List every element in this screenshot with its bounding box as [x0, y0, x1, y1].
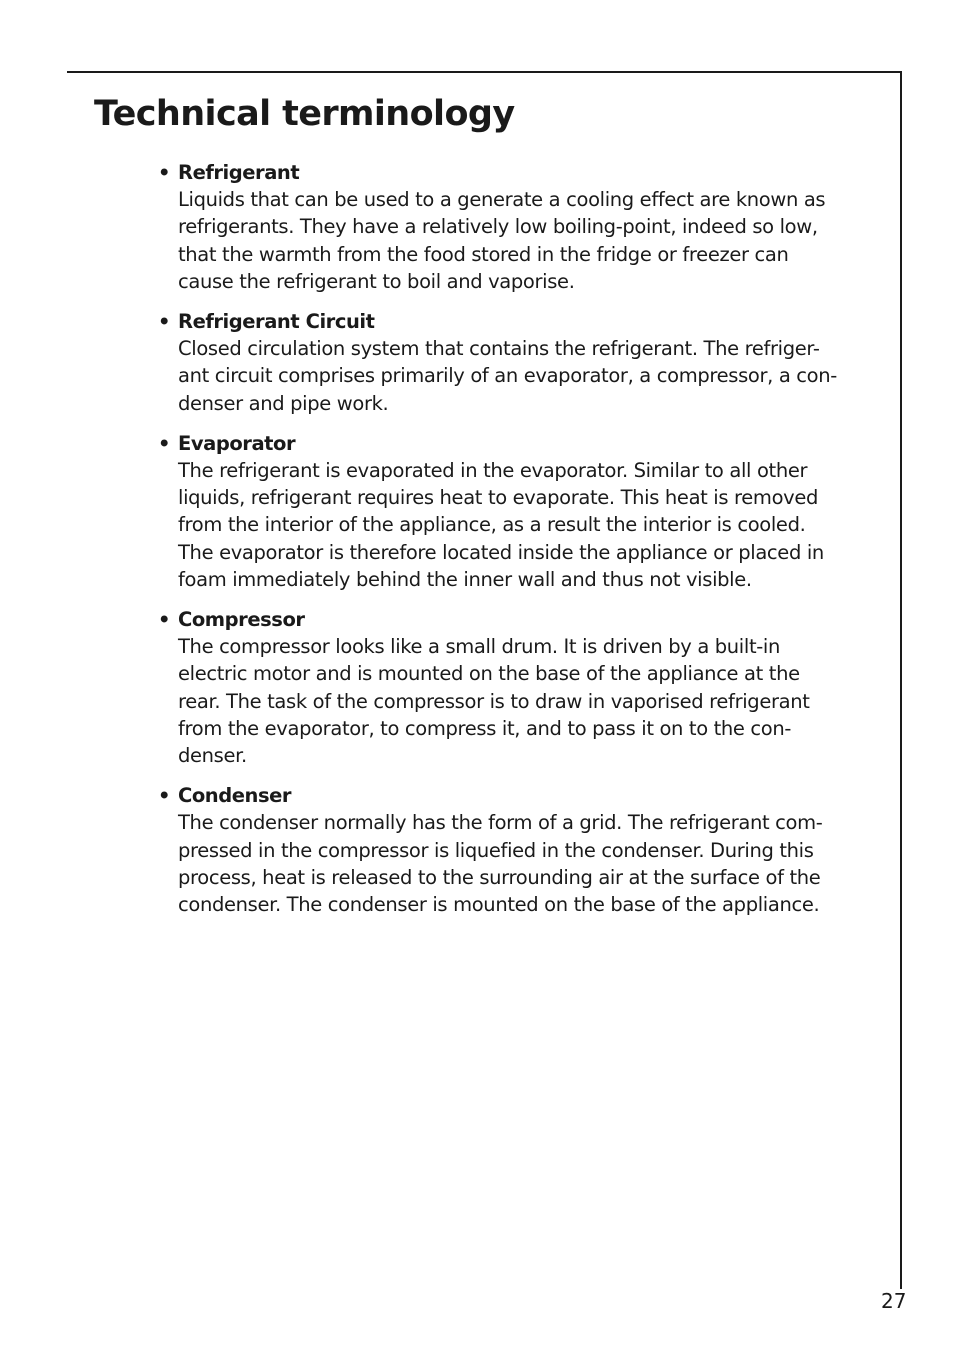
- bullet: •: [158, 310, 171, 334]
- term-description-line: Closed circulation system that contains the refrigerant. The refriger-: [178, 337, 820, 361]
- page-title: Technical terminology: [94, 94, 515, 134]
- term-description-line: electric motor and is mounted on the base of the appliance at the: [178, 662, 800, 686]
- bullet: •: [158, 161, 171, 184]
- term-compressor: [157, 606, 892, 769]
- bullet: •: [158, 784, 171, 808]
- term-name: Refrigerant: [178, 161, 300, 184]
- term-name: Compressor: [178, 608, 305, 632]
- term-name: Condenser: [178, 784, 292, 808]
- term-description-line: Liquids that can be used to a generate a cooling effect are known as: [178, 188, 826, 212]
- term-condenser: [157, 782, 892, 918]
- term-description-line: denser and pipe work.: [178, 391, 389, 415]
- term-name: Refrigerant Circuit: [178, 310, 375, 334]
- term-description-line: from the interior of the appliance, as a result the interior is cooled.: [178, 513, 806, 537]
- term-description-line: refrigerants. They have a relatively low boiling-point, indeed so low,: [178, 215, 818, 239]
- page-number: 27: [881, 1289, 907, 1313]
- term-description-line: denser.: [178, 744, 247, 768]
- term-description-line: condenser. The condenser is mounted on the base of the appliance.: [178, 893, 820, 917]
- term-description-line: foam immediately behind the inner wall and thus not visible.: [178, 567, 752, 591]
- term-description-line: ant circuit comprises primarily of an evaporator, a compressor, a con-: [178, 364, 837, 388]
- term-description-line: liquids, refrigerant requires heat to evaporate. This heat is removed: [178, 486, 819, 510]
- term-name: Evaporator: [178, 431, 296, 455]
- bullet: •: [158, 608, 171, 632]
- top-rule: [67, 71, 902, 73]
- term-description-line: from the evaporator, to compress it, and to pass it on to the con-: [178, 716, 792, 740]
- term-description-line: process, heat is released to the surrounding air at the surface of the: [178, 865, 821, 889]
- bullet: •: [158, 431, 171, 455]
- term-description-line: The compressor looks like a small drum. It is driven by a built-in: [178, 635, 781, 659]
- term-description-line: The evaporator is therefore located inside the appliance or placed in: [178, 540, 824, 564]
- term-description-line: cause the refrigerant to boil and vaporise.: [178, 269, 575, 293]
- terminology-list: [157, 159, 892, 931]
- term-description-line: The refrigerant is evaporated in the evaporator. Similar to all other: [178, 459, 808, 483]
- term-description-line: pressed in the compressor is liquefied in the condenser. During this: [178, 838, 814, 862]
- right-margin-rule: [900, 71, 902, 1289]
- term-refrigerant: [157, 159, 892, 295]
- term-description-line: The condenser normally has the form of a grid. The refrigerant com-: [178, 811, 823, 835]
- term-evaporator: [157, 430, 892, 593]
- term-refrigerant-circuit: [157, 308, 892, 417]
- term-description-line: rear. The task of the compressor is to draw in vaporised refrigerant: [178, 689, 810, 713]
- term-description-line: that the warmth from the food stored in the fridge or freezer can: [178, 242, 789, 266]
